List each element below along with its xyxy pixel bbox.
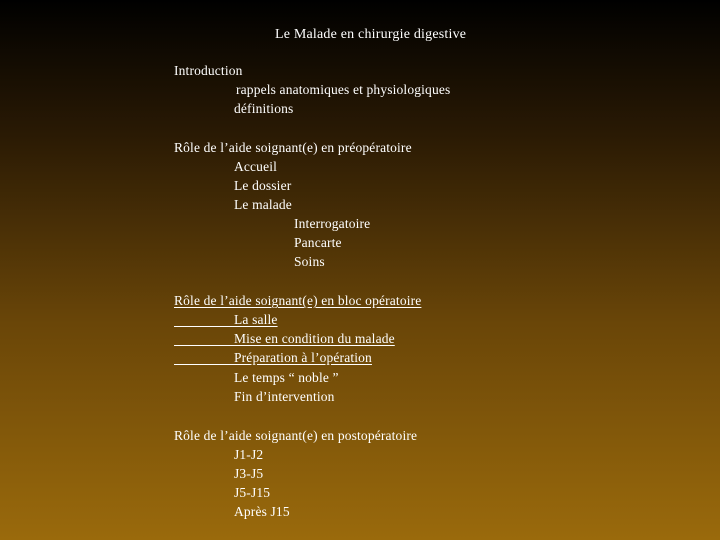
outline-item-salle: La salle bbox=[234, 312, 278, 327]
outline-item-mise-en-condition: Mise en condition du malade bbox=[234, 331, 395, 346]
outline-item-accueil: Accueil bbox=[234, 159, 278, 174]
section-heading-bloc-operatoire: Rôle de l’aide soignant(e) en bloc opératoire bbox=[174, 293, 422, 308]
outline-item-malade: Le malade bbox=[234, 197, 292, 212]
underline-indent bbox=[174, 345, 234, 346]
outline-item-fin-intervention: Fin d’intervention bbox=[234, 389, 335, 404]
slide-title: Le Malade en chirurgie digestive bbox=[275, 27, 467, 42]
section-heading-postoperatoire: Rôle de l’aide soignant(e) en postopératoire bbox=[174, 428, 418, 443]
section-heading-introduction: Introduction bbox=[174, 63, 243, 78]
outline-item-apres-j15: Après J15 bbox=[234, 504, 290, 519]
outline-item-preparation: Préparation à l’opération bbox=[234, 350, 372, 365]
outline-item-rappels: rappels anatomiques et physiologiques bbox=[236, 82, 451, 97]
outline-subitem-interrogatoire: Interrogatoire bbox=[294, 216, 371, 231]
section-heading-preoperatoire: Rôle de l’aide soignant(e) en préopératoire bbox=[174, 140, 412, 155]
outline-item-j1-j2: J1-J2 bbox=[234, 447, 264, 462]
outline-subitem-pancarte: Pancarte bbox=[294, 235, 342, 250]
outline-item-definitions: définitions bbox=[234, 101, 294, 116]
underline-indent bbox=[174, 326, 234, 327]
outline-item-dossier: Le dossier bbox=[234, 178, 292, 193]
outline-subitem-soins: Soins bbox=[294, 254, 325, 269]
outline-item-j5-j15: J5-J15 bbox=[234, 485, 271, 500]
underline-indent bbox=[174, 364, 234, 365]
outline-item-j3-j5: J3-J5 bbox=[234, 466, 264, 481]
outline-item-temps-noble: Le temps “ noble ” bbox=[234, 370, 339, 385]
